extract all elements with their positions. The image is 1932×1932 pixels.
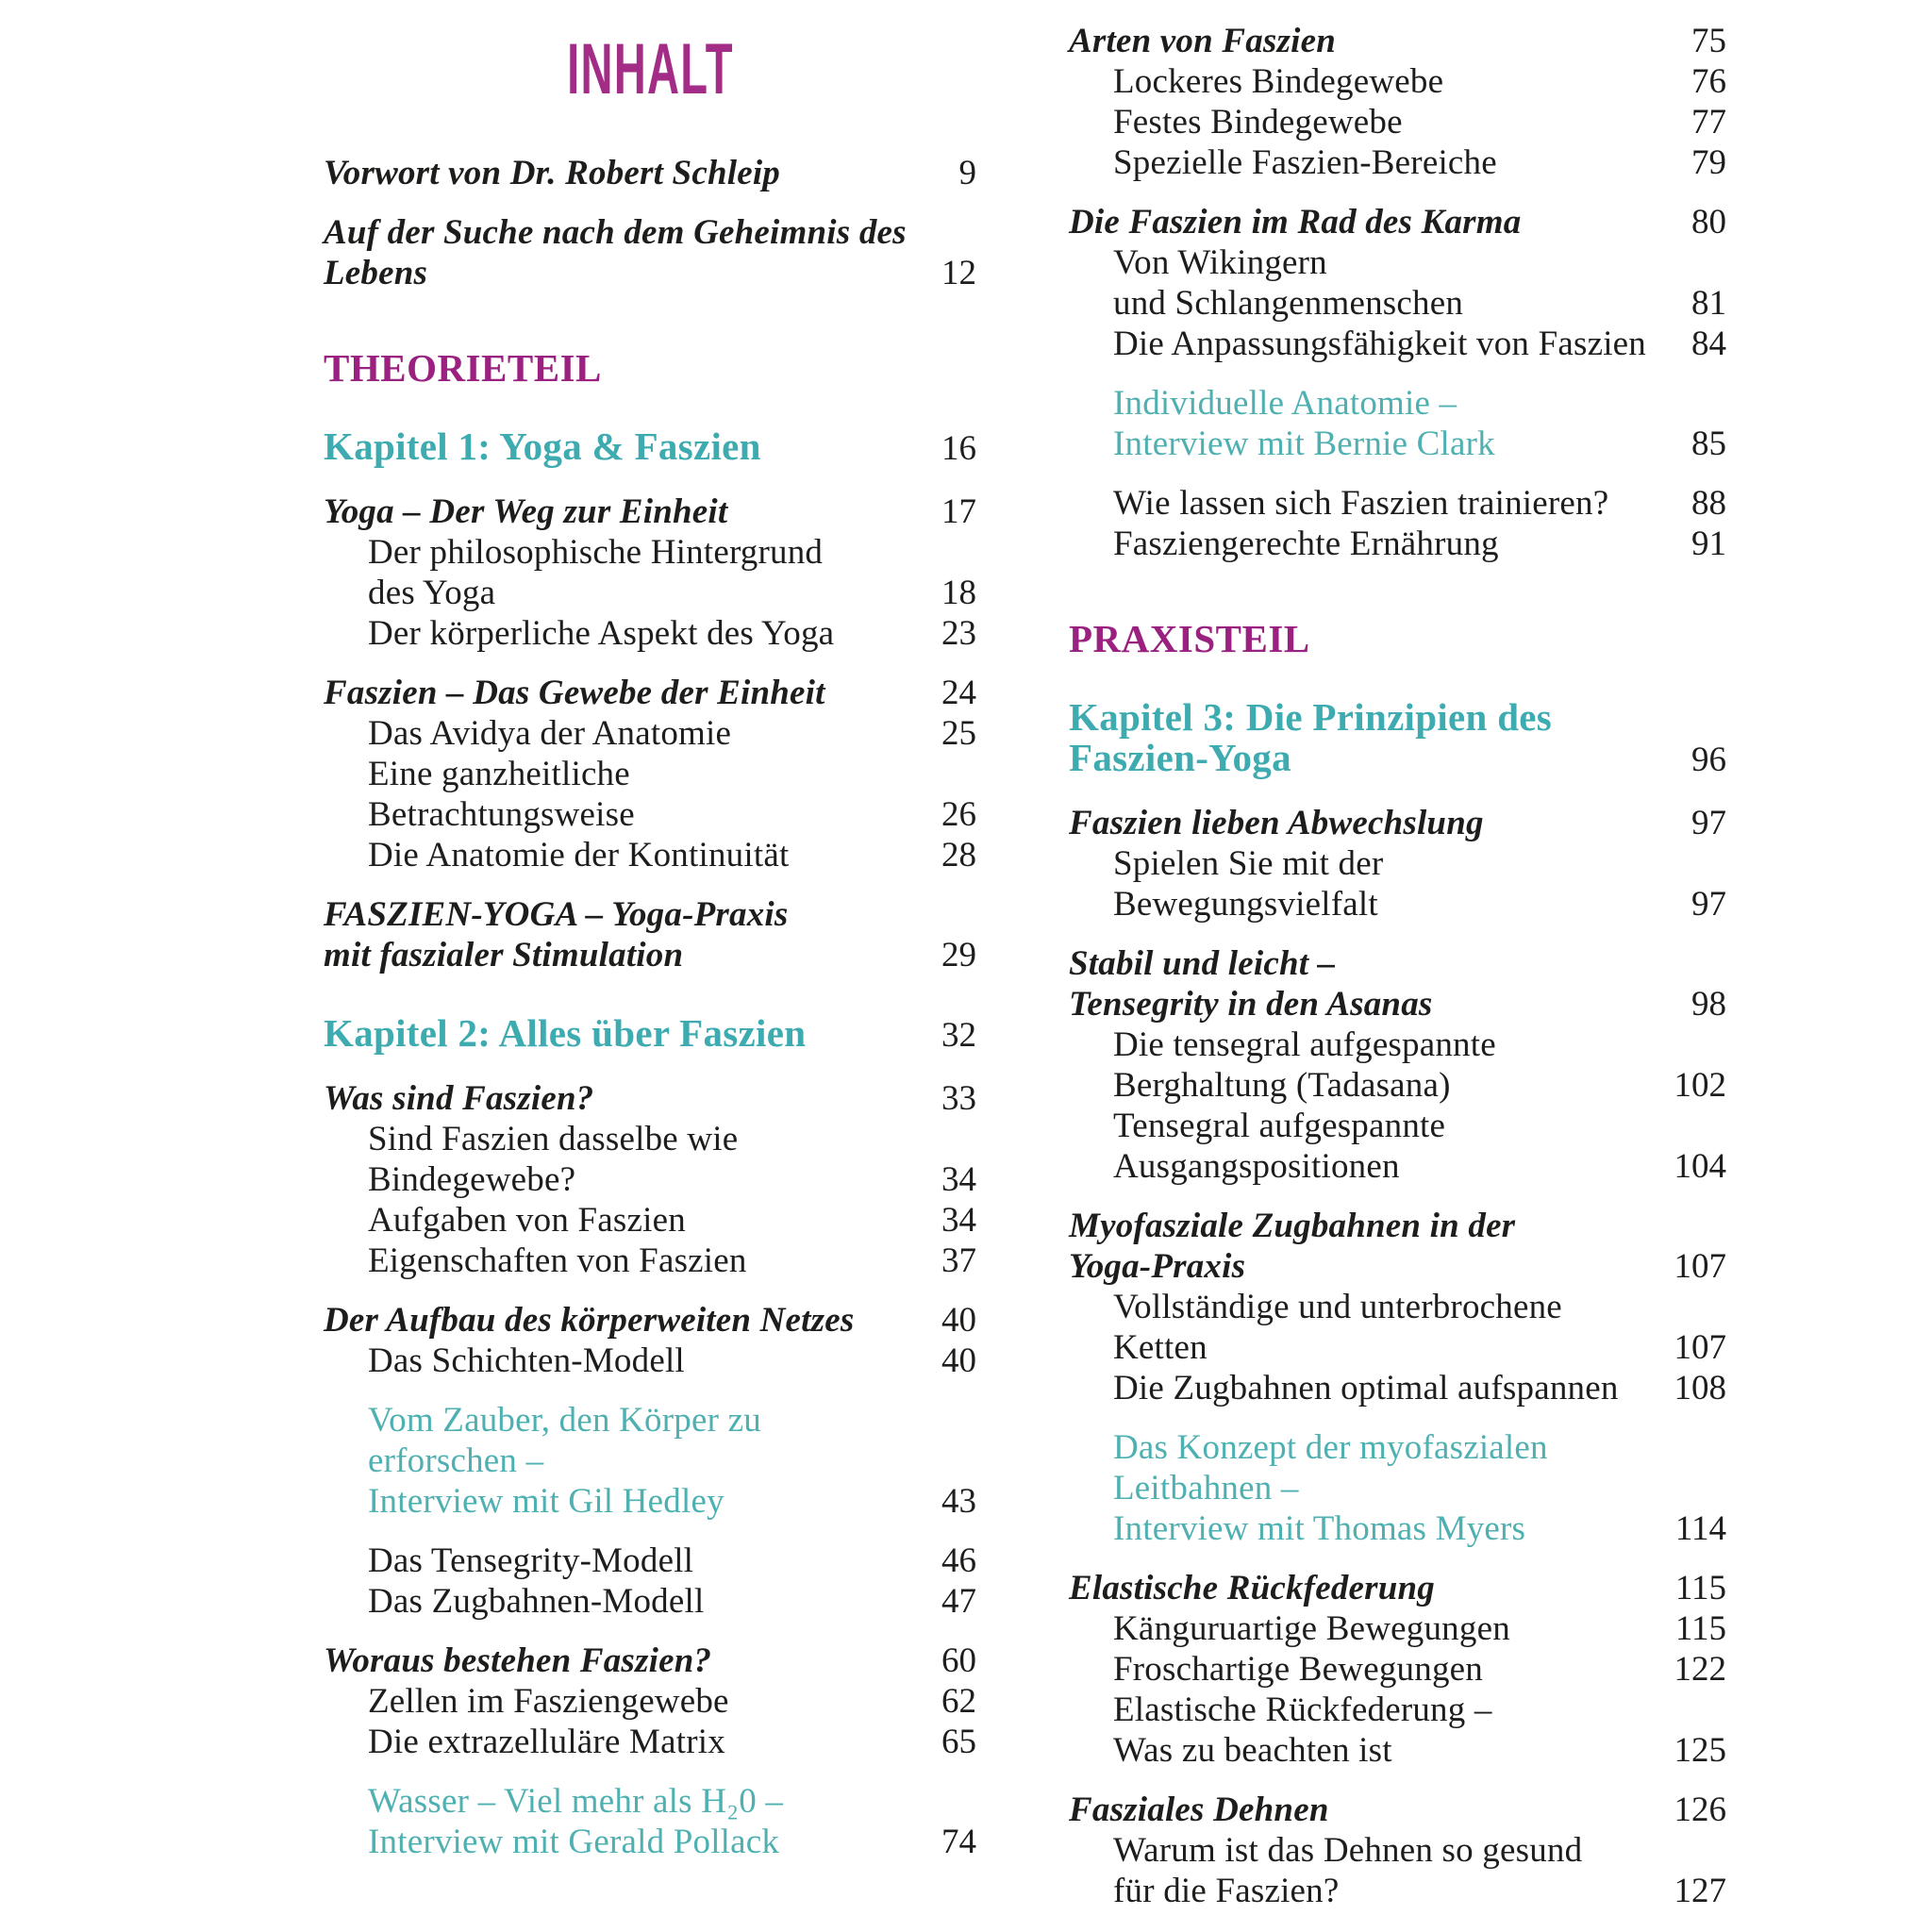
toc-entry-text: Faszien – Das Gewebe der Einheit [324,674,825,712]
toc-page-number: 47 [941,1582,976,1621]
toc-block-entry [1069,383,1726,464]
toc-entry-text: Fasziales Dehnen [1069,1790,1329,1829]
toc-page-number: 80 [1691,203,1726,242]
toc-line [324,794,976,835]
toc-line [324,1341,976,1381]
toc-line [1069,1468,1726,1508]
toc-page-number: 29 [941,936,976,974]
toc-line [324,1641,976,1681]
toc-block-entry [1069,1427,1726,1549]
toc-entry-text: Leitbahnen – [1113,1469,1299,1507]
toc-block-entry [324,673,976,875]
toc-line [324,1822,976,1862]
toc-entry-text: Warum ist das Dehnen so gesund [1113,1831,1583,1870]
toc-entry-text: Das Schichten-Modell [368,1341,685,1380]
toc-page-number: 12 [941,254,976,292]
toc-page-number: 43 [941,1482,976,1521]
toc-block-part [324,348,976,389]
toc-entry-text: Interview mit Thomas Myers [1113,1509,1526,1548]
toc-line [324,1119,976,1159]
toc-entry-text: Yoga-Praxis [1069,1247,1246,1286]
toc-block-entry [1069,1206,1726,1408]
toc-page-number: 18 [941,574,976,612]
toc-line [1069,202,1726,242]
toc-entry-text: Von Wikingern [1113,243,1327,282]
page-title [324,29,976,109]
toc-entry-text: Arten von Faszien [1069,22,1337,60]
toc-page-number: 127 [1674,1872,1726,1910]
toc-block-entry [1069,202,1726,364]
toc-line [324,153,976,193]
toc-page-number: 26 [941,795,976,834]
toc-entry-text: Faszien lieben Abwechslung [1069,804,1484,842]
toc-page-number: 62 [941,1682,976,1721]
toc-entry-text: Interview mit Bernie Clark [1113,425,1495,463]
toc-line [1069,102,1726,142]
toc-line [324,613,976,654]
toc-line [324,1441,976,1481]
toc-line [324,1722,976,1762]
toc-line [324,426,976,467]
toc-line [1069,1368,1726,1408]
toc-page-number: 9 [958,154,976,192]
toc-blocks-left [324,153,976,1862]
toc-entry-text: Spielen Sie mit der [1113,844,1384,883]
toc-line [1069,383,1726,424]
toc-page-number: 16 [941,429,976,468]
toc-line [324,754,976,794]
toc-line [324,212,976,253]
toc-line [1069,943,1726,984]
toc-block-entry [1069,1568,1726,1771]
toc-line [1069,483,1726,524]
toc-page-number: 84 [1691,325,1726,363]
page-title-text: INHALT [566,29,734,109]
toc-line [1069,1246,1726,1287]
toc-entry-text: Elastische Rückfederung – [1113,1690,1492,1729]
toc-page-number: 102 [1674,1066,1726,1105]
toc-block-chapter [324,1013,976,1054]
toc-line [1069,619,1726,659]
toc-blocks-right [1069,21,1726,1911]
toc-page-number: 104 [1674,1147,1726,1186]
toc-page-number: 46 [941,1541,976,1580]
toc-entry-text: Vollständige und unterbrochene [1113,1288,1562,1326]
toc-line [324,532,976,573]
toc-entry-text: Die Faszien im Rad des Karma [1069,203,1522,242]
toc-entry-text: PRAXISTEIL [1069,617,1310,660]
toc-line [1069,1024,1726,1065]
toc-line [1069,142,1726,183]
toc-entry-text: Die Zugbahnen optimal aufspannen [1113,1369,1619,1407]
toc-page-number: 81 [1691,284,1726,323]
toc-line [1069,738,1726,778]
toc-line [1069,697,1726,738]
toc-line [1069,242,1726,283]
toc-block-entry [324,1300,976,1381]
toc-page-number: 122 [1674,1650,1726,1689]
toc-entry-text: Woraus bestehen Faszien? [324,1641,712,1680]
toc-line [1069,884,1726,924]
toc-block-chapter [324,426,976,467]
toc-block-entry [324,894,976,975]
toc-line [324,894,976,935]
toc-block-chapter [1069,697,1726,778]
toc-entry-text: Fasziengerechte Ernährung [1113,525,1499,563]
toc-line [324,673,976,713]
toc-entry-text: erforschen – [368,1441,544,1480]
toc-page-number: 108 [1674,1369,1726,1407]
toc-line [324,713,976,754]
toc-column-left [324,0,976,1862]
toc-entry-text: Yoga – Der Weg zur Einheit [324,492,728,531]
toc-line [324,1013,976,1054]
toc-page-number: 23 [941,614,976,653]
toc-page-number: 88 [1691,484,1726,523]
toc-block-entry [324,1078,976,1281]
toc-line [324,491,976,532]
toc-entry-text: FASZIEN-YOGA – Yoga-Praxis [324,895,789,934]
toc-page-number: 77 [1691,103,1726,142]
toc-line [1069,1730,1726,1771]
toc-block-entry [324,1781,976,1862]
toc-entry-text: Aufgaben von Faszien [368,1201,686,1240]
toc-line [1069,424,1726,464]
toc-entry-text: Das Tensegrity-Modell [368,1541,694,1580]
toc-line [1069,1790,1726,1830]
toc-page-number: 34 [941,1201,976,1240]
toc-line [324,1200,976,1241]
toc-line [1069,1427,1726,1468]
toc-block-entry [324,153,976,193]
toc-entry-text: Individuelle Anatomie – [1113,384,1457,423]
toc-page-number: 74 [941,1823,976,1861]
toc-page-number: 75 [1691,22,1726,60]
toc-entry-text: Der Aufbau des körperweiten Netzes [324,1301,855,1340]
toc-line [324,1078,976,1119]
toc-entry-text: Was sind Faszien? [324,1079,594,1118]
toc-page-number: 28 [941,836,976,874]
toc-entry-text: Stabil und leicht – [1069,944,1336,983]
toc-line [1069,1690,1726,1730]
toc-line [324,253,976,293]
toc-entry-text: Tensegrity in den Asanas [1069,985,1433,1024]
toc-line [1069,1065,1726,1106]
toc-entry-text: Festes Bindegewebe [1113,103,1403,142]
toc-line [324,1541,976,1581]
toc-page-number: 91 [1691,525,1726,563]
toc-page-number: 96 [1691,741,1726,779]
toc-entry-text: Faszien-Yoga [1069,736,1291,779]
toc-entry-text: Zellen im Fasziengewebe [368,1682,729,1721]
toc-line [1069,1871,1726,1911]
toc-page-number: 98 [1691,985,1726,1024]
toc-entry-text: Kapitel 2: Alles über Faszien [324,1011,807,1055]
toc-entry-text: und Schlangenmenschen [1113,284,1464,323]
toc-entry-text: Der körperliche Aspekt des Yoga [368,614,835,653]
toc-page-number: 97 [1691,885,1726,924]
toc-line [324,1400,976,1441]
toc-block-entry [1069,803,1726,924]
toc-block-entry [324,1400,976,1522]
toc-page-number: 65 [941,1723,976,1761]
toc-block-entry [1069,483,1726,564]
toc-line [1069,843,1726,884]
toc-line [1069,1508,1726,1549]
toc-page-number: 79 [1691,143,1726,182]
toc-line [324,1300,976,1341]
toc-line [1069,1608,1726,1649]
toc-page-number: 40 [941,1341,976,1380]
toc-block-entry [324,212,976,293]
toc-page-number: 34 [941,1160,976,1199]
toc-entry-text: Interview mit Gil Hedley [368,1482,724,1521]
toc-page-number: 60 [941,1641,976,1680]
toc-entry-text: für die Faszien? [1113,1872,1340,1910]
toc-entry-text: Was zu beachten ist [1113,1731,1392,1770]
toc-line [324,1481,976,1522]
toc-line [1069,1327,1726,1368]
toc-entry-text: Eigenschaften von Faszien [368,1241,747,1280]
toc-entry-text: Lockeres Bindegewebe [1113,62,1444,101]
toc-page-number: 114 [1674,1509,1726,1548]
toc-entry-text: Froschartige Bewegungen [1113,1650,1483,1689]
toc-page-number: 40 [941,1301,976,1340]
toc-entry-text: THEORIETEIL [324,346,602,390]
toc-entry-text: Auf der Suche nach dem Geheimnis des [324,213,907,252]
toc-line [324,1681,976,1722]
toc-line [1069,1568,1726,1608]
toc-line [1069,61,1726,102]
toc-block-entry [1069,21,1726,183]
toc-page-number: 37 [941,1241,976,1280]
toc-entry-text: Vom Zauber, den Körper zu [368,1401,761,1440]
toc-entry-text: Die Anatomie der Kontinuität [368,836,790,874]
toc-entry-text: Kapitel 1: Yoga & Faszien [324,425,761,468]
toc-block-entry [1069,1790,1726,1911]
toc-page-number: 97 [1691,804,1726,842]
toc-entry-text: Vorwort von Dr. Robert Schleip [324,154,781,192]
toc-entry-text: Das Zugbahnen-Modell [368,1582,705,1621]
toc-entry-text: Das Avidya der Anatomie [368,714,732,753]
toc-page-number: 115 [1674,1609,1726,1648]
toc-line [1069,1146,1726,1187]
toc-page-number: 85 [1691,425,1726,463]
toc-page-number: 107 [1674,1247,1726,1286]
toc-line [324,1781,976,1822]
toc-block-part [1069,619,1726,659]
toc-entry-text: Tensegral aufgespannte [1113,1107,1446,1145]
toc-line [1069,1106,1726,1146]
toc-page-number: 107 [1674,1328,1726,1367]
toc-block-entry [324,1541,976,1622]
toc-line [324,1159,976,1200]
toc-line [1069,324,1726,364]
toc-line [324,573,976,613]
toc-block-entry [1069,943,1726,1187]
toc-line [324,1581,976,1622]
toc-entry-text: Sind Faszien dasselbe wie [368,1120,739,1158]
toc-page-number: 24 [941,674,976,712]
toc-line [324,835,976,875]
toc-entry-text: Wie lassen sich Faszien trainieren? [1113,484,1609,523]
toc-entry-text: Interview mit Gerald Pollack [368,1823,780,1861]
toc-entry-text: des Yoga [368,574,496,612]
toc-entry-text: Die Anpassungsfähigkeit von Faszien [1113,325,1646,363]
toc-line [324,348,976,389]
toc-entry-text: Das Konzept der myofaszialen [1113,1428,1548,1467]
toc-entry-text: Betrachtungsweise [368,795,635,834]
toc-block-entry [324,1641,976,1762]
toc-line [1069,1206,1726,1246]
toc-entry-text: Die tensegral aufgespannte [1113,1025,1496,1064]
toc-entry-text: Känguruartige Bewegungen [1113,1609,1510,1648]
toc-entry-text: Der philosophische Hintergrund [368,533,824,572]
toc-entry-text: Myofasziale Zugbahnen in der [1069,1207,1516,1245]
toc-page-number: 125 [1674,1731,1726,1770]
toc-line [324,1241,976,1281]
toc-page-number: 126 [1674,1790,1726,1829]
toc-line [1069,984,1726,1024]
toc-page-number: 32 [941,1016,976,1055]
toc-entry-text: mit faszialer Stimulation [324,936,684,974]
toc-block-entry [324,491,976,654]
toc-line [324,935,976,975]
toc-page-number: 76 [1691,62,1726,101]
toc-page-number: 25 [941,714,976,753]
toc-line [1069,1649,1726,1690]
toc-entry-text: Bewegungsvielfalt [1113,885,1378,924]
toc-entry-text: Bindegewebe? [368,1160,576,1199]
toc-page-number: 17 [941,492,976,531]
toc-line [1069,524,1726,564]
toc-entry-text: Ausgangspositionen [1113,1147,1400,1186]
toc-line [1069,21,1726,61]
toc-line [1069,803,1726,843]
toc-entry-text: Ketten [1113,1328,1208,1367]
toc-entry-text: Wasser – Viel mehr als H₂0 – [368,1782,784,1821]
toc-line [1069,1830,1726,1871]
toc-entry-text: Kapitel 3: Die Prinzipien des [1069,695,1553,739]
toc-entry-text: Berghaltung (Tadasana) [1113,1066,1451,1105]
toc-entry-text: Lebens [324,254,428,292]
toc-page-number: 33 [941,1079,976,1118]
toc-page-number: 115 [1674,1569,1726,1607]
toc-line [1069,1287,1726,1327]
toc-entry-text: Die extrazelluläre Matrix [368,1723,725,1761]
toc-entry-text: Spezielle Faszien-Bereiche [1113,143,1497,182]
toc-line [1069,283,1726,324]
toc-column-right [1069,0,1726,1911]
toc-entry-text: Elastische Rückfederung [1069,1569,1435,1607]
toc-entry-text: Eine ganzheitliche [368,755,630,793]
